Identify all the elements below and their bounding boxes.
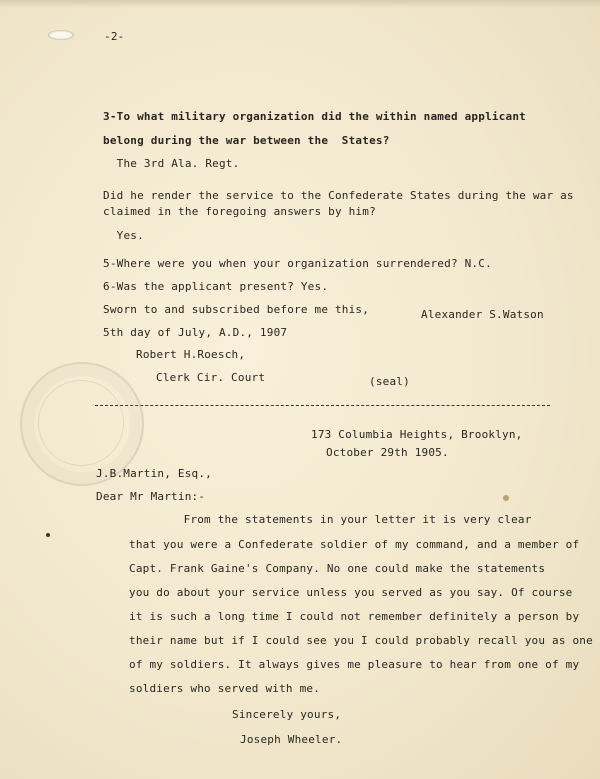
letter-salutation: Dear Mr Martin:- bbox=[96, 490, 206, 503]
letter-recipient: J.B.Martin, Esq., bbox=[96, 467, 212, 480]
letter-body-line-1: From the statements in your letter it is very clear bbox=[129, 513, 532, 526]
question-4-line-1: Did he render the service to the Confederate States during the war as bbox=[103, 189, 574, 202]
question-6: 6-Was the applicant present? Yes. bbox=[103, 280, 329, 293]
dashed-separator bbox=[95, 405, 550, 406]
official-title: Clerk Cir. Court bbox=[156, 371, 266, 384]
seal-label: (seal) bbox=[369, 375, 410, 388]
question-5: 5-Where were you when your organization surrendered? N.C. bbox=[103, 257, 492, 270]
letter-address-line-1: 173 Columbia Heights, Brooklyn, bbox=[311, 428, 523, 441]
ink-spot bbox=[46, 533, 50, 537]
punch-hole bbox=[48, 30, 74, 40]
sworn-line-2: 5th day of July, A.D., 1907 bbox=[103, 326, 288, 339]
letter-body-line-8: soldiers who served with me. bbox=[129, 682, 321, 695]
letter-body-line-4: you do about your service unless you served as you say. Of course bbox=[129, 586, 573, 599]
answer-3: The 3rd Ala. Regt. bbox=[103, 157, 240, 170]
letter-body-line-5: it is such a long time I could not remember definitely a person by bbox=[129, 610, 580, 623]
embossed-seal-inner-ring bbox=[38, 380, 124, 466]
letter-closing: Sincerely yours, bbox=[232, 708, 342, 721]
question-3-line-1: 3-To what military organization did the within named applicant bbox=[103, 110, 526, 123]
question-3-line-2: belong during the war between the States? bbox=[103, 134, 390, 147]
page-number: -2- bbox=[104, 30, 125, 43]
letter-signature: Joseph Wheeler. bbox=[240, 733, 343, 746]
letter-date: October 29th 1905. bbox=[326, 446, 449, 459]
letter-body-line-7: of my soldiers. It always gives me pleasure to hear from one of my bbox=[129, 658, 580, 671]
letter-body-line-6: their name but if I could see you I could probably recall you as one bbox=[129, 634, 593, 647]
sworn-signer: Alexander S.Watson bbox=[421, 308, 544, 321]
stain-spot bbox=[503, 495, 509, 501]
question-4-line-2: claimed in the foregoing answers by him? bbox=[103, 205, 376, 218]
paper-edge bbox=[0, 0, 600, 8]
official-name: Robert H.Roesch, bbox=[136, 348, 246, 361]
sworn-line-1: Sworn to and subscribed before me this, bbox=[103, 303, 370, 316]
answer-4: Yes. bbox=[103, 229, 144, 242]
letter-body-line-2: that you were a Confederate soldier of my command, and a member of bbox=[129, 538, 580, 551]
letter-body-line-3: Capt. Frank Gaine's Company. No one could make the statements bbox=[129, 562, 546, 575]
